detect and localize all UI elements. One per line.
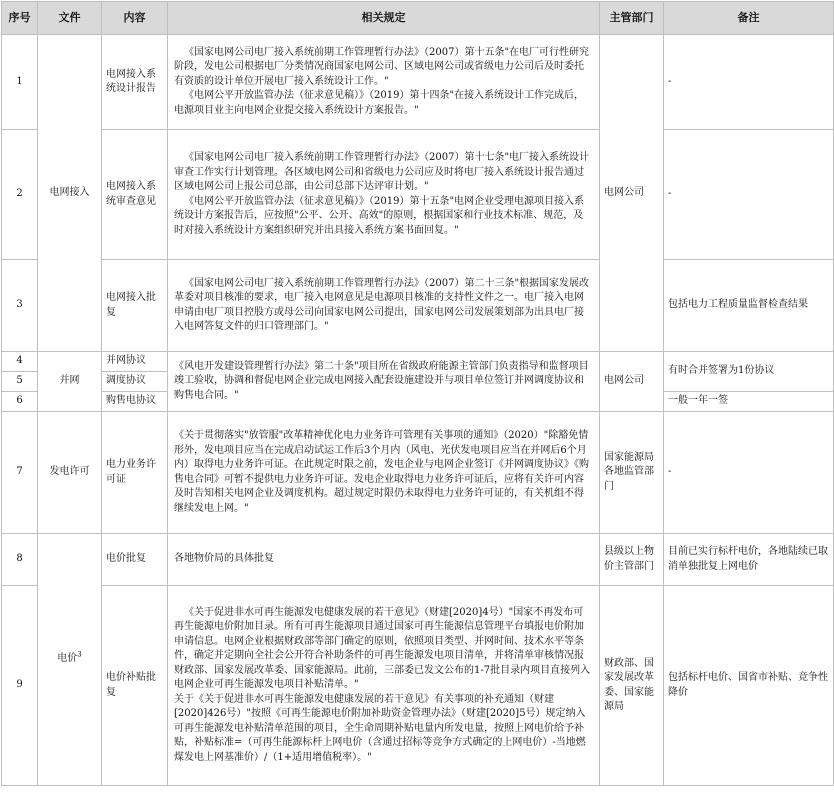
header-seq: 序号 xyxy=(2,2,38,35)
row-seq: 9 xyxy=(2,586,38,786)
table-row xyxy=(2,260,834,352)
row-seq: 1 xyxy=(2,35,38,130)
rule-paragraph: 《电网公平开放监管办法（征求意见稿）》（2019）第十四条"在接入系统设计工作完成后，电源项目业主向电网企业提交接入系统设计方案报告。" xyxy=(174,90,585,116)
row-rules xyxy=(168,260,600,352)
header-note: 备注 xyxy=(664,2,834,35)
rule-paragraph: 《国家电网公司电厂接入系统前期工作管理暂行办法》（2007）第十五条"在电厂可行性研究阶段，发电公司根据电厂分类情况商国家电网公司、区域电网公司或省级电力公司后及时委托有资质的设计单位开展电厂接入系统设计工作。" xyxy=(174,46,590,87)
row-note: - xyxy=(664,35,834,130)
row-seq: 4 xyxy=(2,352,38,372)
row-content: 电价批复 xyxy=(102,534,168,586)
row-dept: 县级以上物价主管部门 xyxy=(600,534,664,586)
row-file: 发电许可 xyxy=(38,412,102,534)
row-dept: 财政部、国家发展改革委、国家能源局 xyxy=(600,586,664,786)
rule-paragraph: 《国家电网公司电厂接入系统前期工作管理暂行办法》（2007）第十七条"电厂接入系统设计审查工作实行计划管理。各区域电网公司和省级电力公司应及时将电厂接入系统设计报告通过区域电网公司上报公司总部，由公司总部下达评审计划。" xyxy=(174,152,590,192)
row-seq: 6 xyxy=(2,392,38,412)
table-row xyxy=(2,586,834,786)
rule-paragraph: 关于《关于促进非水可再生能源发电健康发展的若干意见》有关事项的补充通知（财建[2020]426号）"按照《可再生能源电价附加补助资金管理办法》（财建[2020]5号）规定纳入可再生能源发电补贴清单范围的项目，全生命周期补贴电量内所发电量，按照上网电价给予补贴，补贴标准=（可再生能源标杆上网电价（含通过招标等竞争方式确定的上网电价）-当地燃煤发电上网基准价）/（1+适用增值税率）。" xyxy=(174,693,586,763)
row-rules xyxy=(168,130,600,260)
row-seq: 3 xyxy=(2,260,38,352)
row-content: 电网接入系统审查意见 xyxy=(102,130,168,260)
row-rules xyxy=(168,534,600,586)
row-seq: 7 xyxy=(2,412,38,534)
row-content: 电力业务许可证 xyxy=(102,412,168,534)
row-seq: 8 xyxy=(2,534,38,586)
table-row xyxy=(2,534,834,586)
row-rules xyxy=(168,35,600,130)
row-dept: 电网公司 xyxy=(600,35,664,352)
header-rules: 相关规定 xyxy=(168,2,600,35)
row-seq: 5 xyxy=(2,372,38,392)
table-row xyxy=(2,130,834,260)
row-note: 包括标杆电价、国省市补贴、竞争性降价 xyxy=(664,586,834,786)
header-file: 文件 xyxy=(38,2,102,35)
footnote-mark: 3 xyxy=(77,650,82,659)
rule-paragraph: 《风电开发建设管理暂行办法》第二十条"项目所在省级政府能源主管部门负责指导和监督项目竣工验收，协调和督促电网企业完成电网接入配套设施建设并与项目单位签订并网调度协议和购售电合同。" xyxy=(174,360,589,401)
row-content: 电网接入系统设计报告 xyxy=(102,35,168,130)
row-rules xyxy=(168,412,600,534)
row-rules xyxy=(168,586,600,786)
row-content: 电价补贴批复 xyxy=(102,586,168,786)
rule-paragraph: 《关于贯彻落实"放管服"改革精神优化电力业务许可管理有关事项的通知》（2020）"除豁免情形外，发电项目应当在完成启动试运工作后3个月内（风电、光伏发电项目应当在并网后6个月内）取得电力业务许可证。在此规定时限之前，发电企业与电网企业签订《并网调度协议》《购售电合同》可暂不提供电力业务许可证。发电企业取得电力业务许可证后，应将有关许可内容及时告知相关电网企业及调度机构。超过规定时限仍未取得电力业务许可证的，有关机组不得继续发电上网。" xyxy=(174,430,589,514)
row-note: 目前已实行标杆电价，各地陆续已取消单独批复上网电价 xyxy=(664,534,834,586)
row-seq: 2 xyxy=(2,130,38,260)
row-note: 包括电力工程质量监督检查结果 xyxy=(664,260,834,352)
table-row xyxy=(2,35,834,130)
row-note: 一般一年一签 xyxy=(664,392,834,412)
row-note: 有时合并签署为1份协议 xyxy=(664,352,834,392)
row-file xyxy=(38,534,102,786)
header-content: 内容 xyxy=(102,2,168,35)
rule-paragraph: 《电网公平开放监管办法（征求意见稿）》（2019）第十五条"电网企业受理电源项目接入系统设计方案报告后，应按照"公平、公开、高效"的原则，根据国家和行业技术标准、规范，及时对接入系统设计方案组织研究并出具接入系统方案书面回复。" xyxy=(174,195,585,236)
row-content: 电网接入批复 xyxy=(102,260,168,352)
row-dept: 电网公司 xyxy=(600,352,664,412)
table-row xyxy=(2,352,834,372)
header-dept: 主管部门 xyxy=(600,2,664,35)
row-content: 调度协议 xyxy=(102,372,168,392)
file-label: 电价 xyxy=(57,653,78,665)
rule-paragraph: 各地物价局的具体批复 xyxy=(174,553,274,565)
table-header-row xyxy=(2,2,834,35)
row-note: - xyxy=(664,412,834,534)
row-content: 并网协议 xyxy=(102,352,168,372)
row-file: 并网 xyxy=(38,352,102,412)
table-row xyxy=(2,412,834,534)
rule-paragraph: 《关于促进非水可再生能源发电健康发展的若干意见》（财建[2020]4号）"国家不再发布可再生能源电价附加目录。所有可再生能源项目通过国家可再生能源信息管理平台填报电价附加申请信息。电网企业根据财政部等部门确定的原则，依照项目类型、并网时间、技术水平等条件，确定并定期向全社会公开符合补助条件的可再生能源发电项目清单，并将清单审核情况报财政部、国家发展改革委、国家能源局。此前，三部委已发文公布的1-7批目录内项目直接列入电网企业可再生能源发电项目补贴清单。" xyxy=(174,606,591,691)
row-note: - xyxy=(664,130,834,260)
regulation-table xyxy=(1,1,834,786)
row-content: 购售电协议 xyxy=(102,392,168,412)
row-dept: 国家能源局各地监管部门 xyxy=(600,412,664,534)
row-rules xyxy=(168,352,600,412)
rule-paragraph: 《国家电网公司电厂接入系统前期工作管理暂行办法》（2007）第二十三条"根据国家发展改革委对项目核准的要求，电厂接入电网意见是电源项目核准的支持性文件之一。电厂接入电网申请由电厂项目控股方或母公司向国家电网公司提出，国家电网公司发展策划部为出具电厂接入电网答复文件的归口管理部门。" xyxy=(174,277,590,332)
row-file: 电网接入 xyxy=(38,35,102,352)
